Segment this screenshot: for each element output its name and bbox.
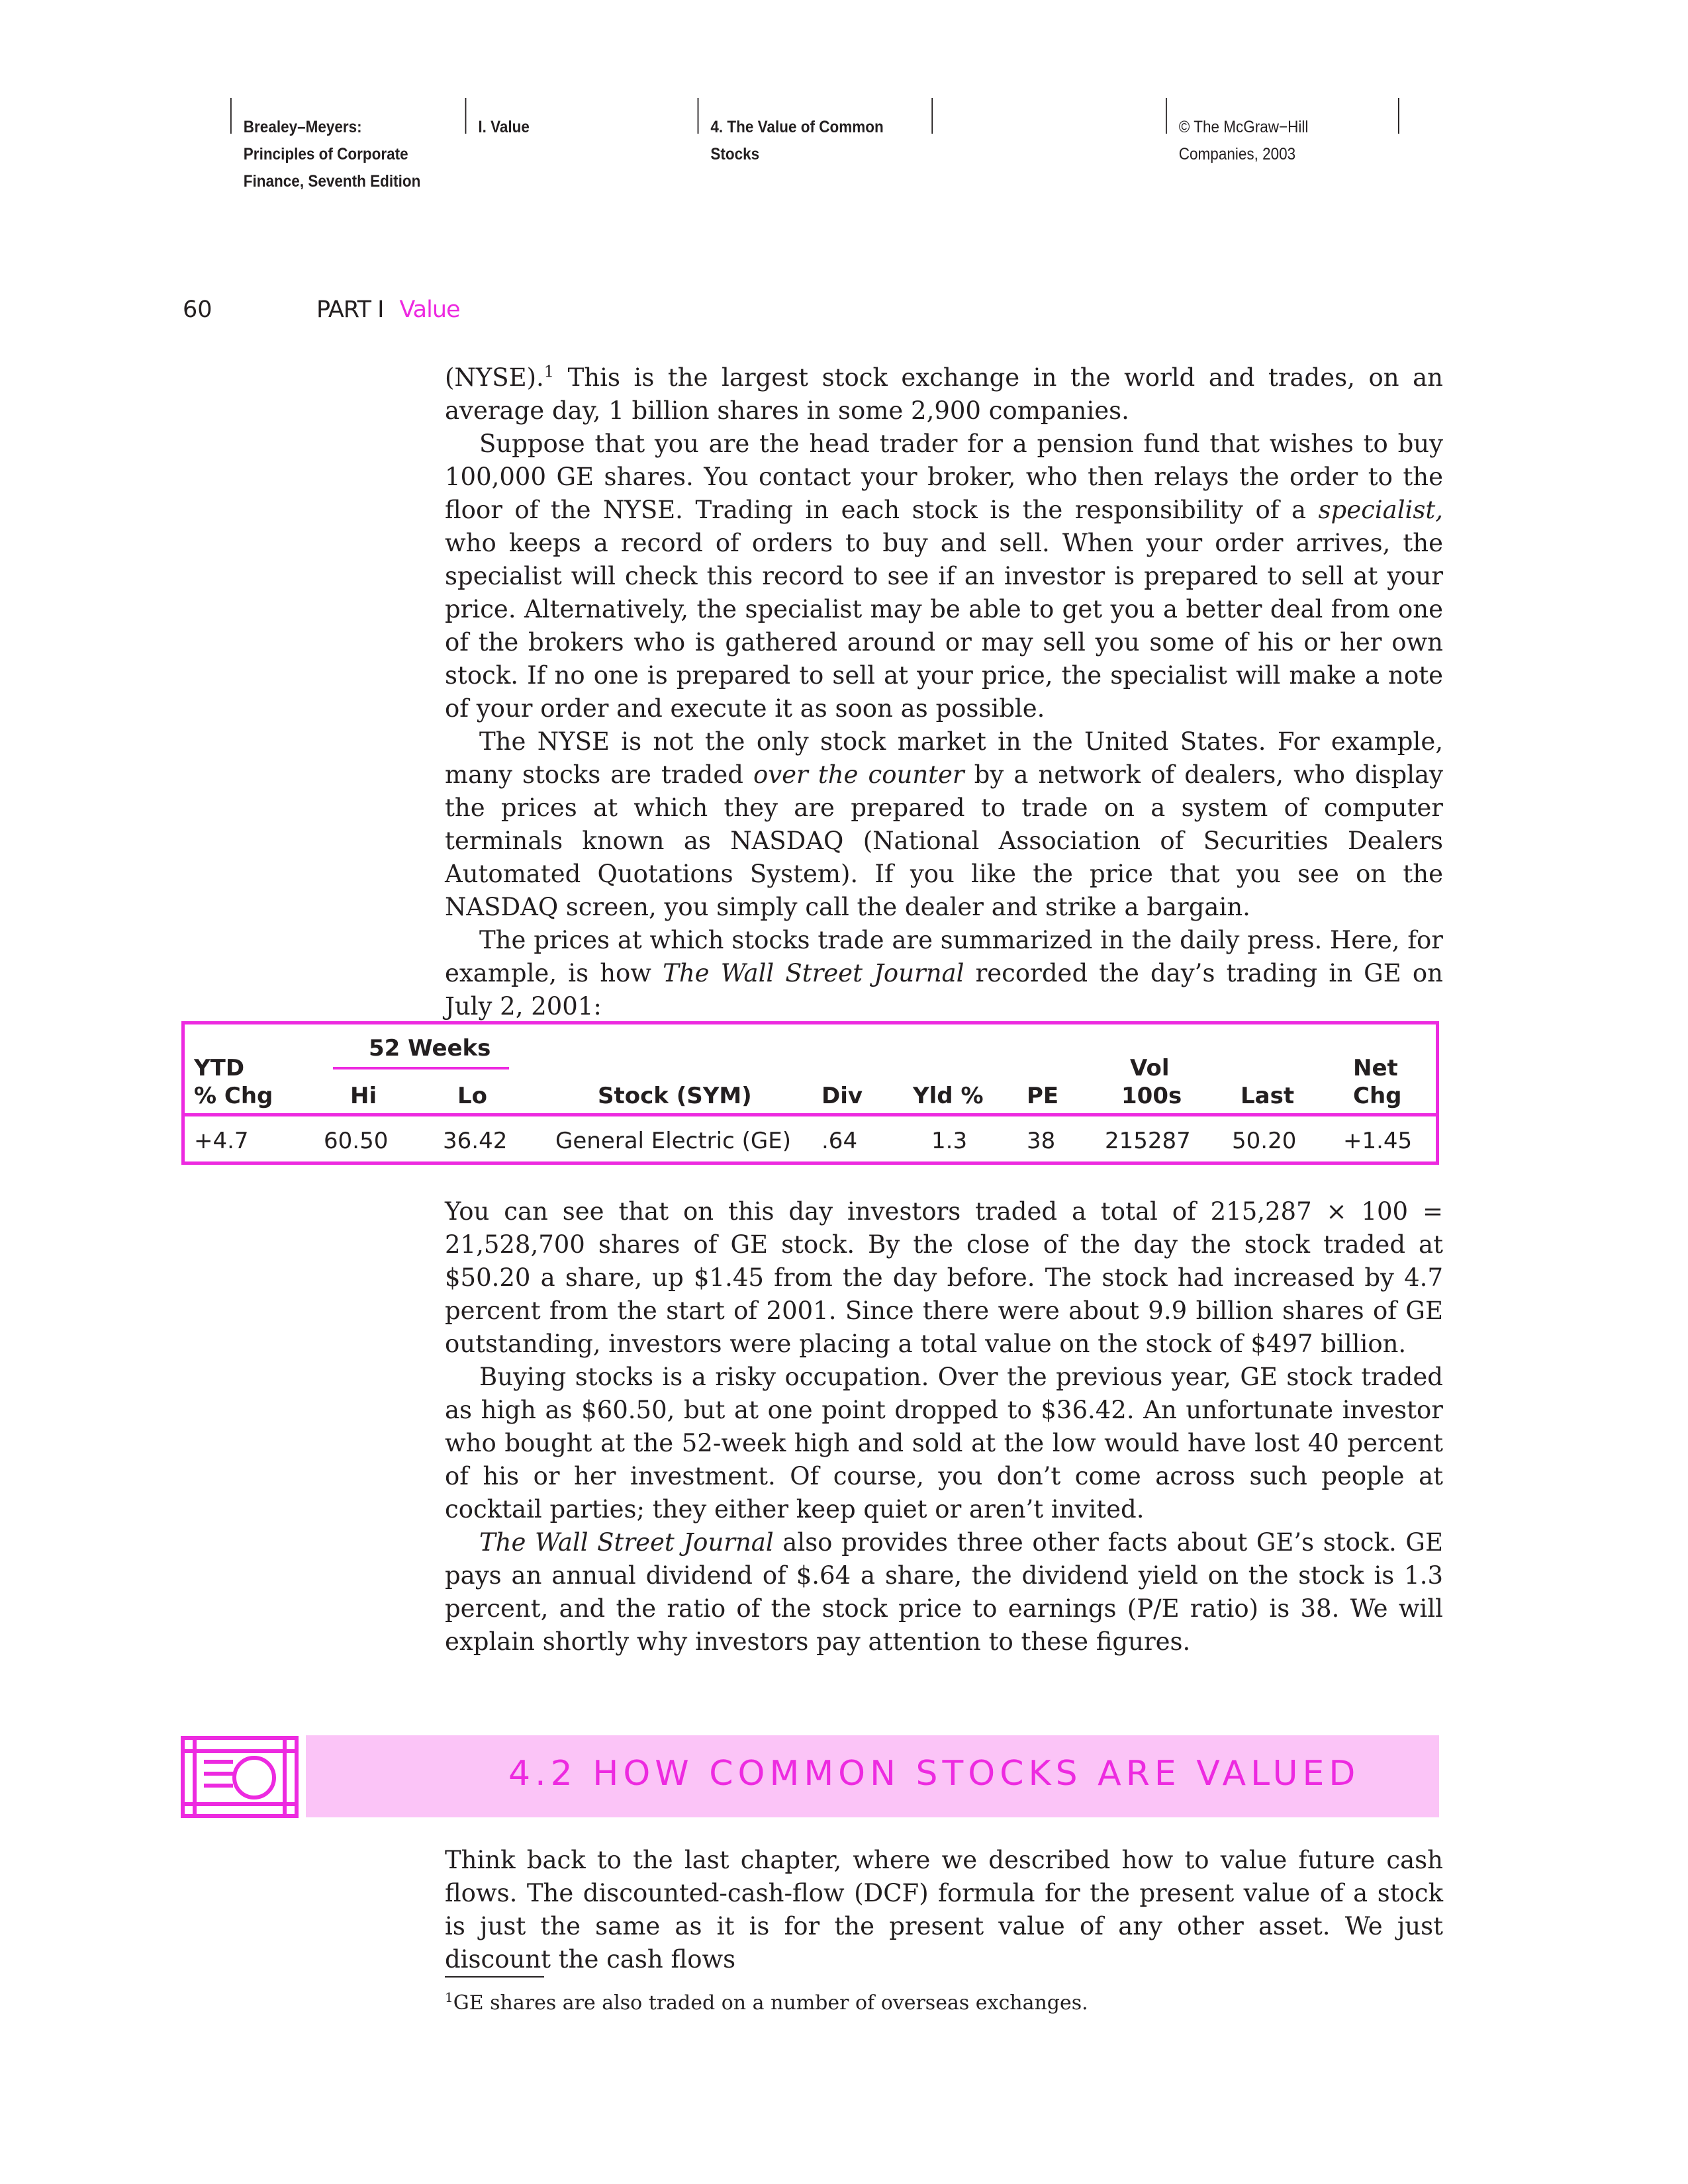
- col-header-net-chg: Chg: [1353, 1083, 1402, 1109]
- paragraph-4: [445, 924, 1443, 1023]
- body-text-top: [445, 361, 1443, 1023]
- header-copyright-year: Companies, 2003: [1178, 145, 1296, 163]
- table-header-rule: [185, 1113, 1436, 1116]
- paragraph-2-b: who keeps a record of orders to buy and sell. When your order arrives, the specialist will check this record to see if an investor is prepared to sell at your price. Alternatively, the specialist may be able to get you a better deal from one of the brokers who is gathered around or may sell you some of his or her own stock. If no one is prepared to sell at your price, the specialist will make a note of your order and execute it as soon as possible.: [445, 529, 1443, 723]
- cell-yld: 1.3: [931, 1128, 968, 1154]
- section-title: [508, 1754, 1360, 1794]
- paragraph-5: You can see that on this day investors traded a total of 215,287 × 100 = 21,528,700 shares of GE stock. By the close of the day the stock traded at $50.20 a share, up $1.45 from the day before. The stock had increased by 4.7 percent from the start of 2001. Since there were about 9.9 billion shares of GE outstanding, investors were placing a total value on the stock of $497 billion.: [445, 1197, 1443, 1358]
- wsj-title-2: The Wall Street Journal: [479, 1528, 774, 1557]
- paragraph-3-a: The NYSE is not the only stock market in the United States. For example, many stocks are traded: [445, 727, 1443, 789]
- col-header-net: Net: [1353, 1055, 1398, 1081]
- header-book-title: Brealey–Meyers:: [243, 118, 362, 136]
- col-header-last: Last: [1241, 1083, 1295, 1109]
- header-book-subtitle: Principles of Corporate: [243, 145, 408, 163]
- footnote-rule: [445, 1976, 544, 1978]
- col-header-ytd: YTD: [194, 1055, 245, 1081]
- page-number: 60: [183, 296, 212, 323]
- paragraph-8: Think back to the last chapter, where we described how to value future cash flows. The discounted-cash-flow (DCF) formula for the present value of a stock is just the same as it is for the present value of any other asset. We just discount the cash flows: [445, 1846, 1443, 1974]
- section-emblem-icon: [180, 1735, 299, 1821]
- section-title-text: HOW COMMON STOCKS ARE VALUED: [592, 1754, 1360, 1794]
- col-header-div: Div: [821, 1083, 863, 1109]
- part-title: Value: [399, 296, 460, 323]
- paragraph-2: [445, 428, 1443, 725]
- section-number: 4.2: [508, 1754, 577, 1794]
- paragraph-1-rest: This is the largest stock exchange in the world and trades, on an average day, 1 billion shares in some 2,900 companies.: [445, 363, 1443, 425]
- header-part-cell: [465, 98, 698, 134]
- paragraph-1-start: (NYSE).: [445, 363, 544, 392]
- paragraph-2-a: Suppose that you are the head trader for a pension fund that wishes to buy 100,000 GE shares. You contact your broker, who then relays the order to the floor of the NYSE. Trading in each stock is the responsibility of a: [445, 430, 1443, 524]
- col-header-vol-100s: 100s: [1121, 1083, 1182, 1109]
- header-copyright-cell: [1166, 98, 1399, 163]
- footnote-marker: 1: [445, 1989, 453, 2005]
- header-chapter-cell: [698, 98, 932, 163]
- stock-quote-table: [181, 1021, 1439, 1165]
- running-header: [230, 98, 1323, 197]
- paragraph-6: Buying stocks is a risky occupation. Over the previous year, GE stock traded as high as $60.50, but at one point dropped to $36.42. An unfortunate investor who bought at the 52-week high and sold at the low would have lost 40 percent of his or her investment. Of course, you don’t come across such people at cocktail parties; they either keep quiet or aren’t invited.: [445, 1363, 1443, 1524]
- part-label: PART I: [316, 296, 384, 323]
- col-group-52-weeks: 52 Weeks: [369, 1035, 491, 1062]
- header-chapter-title: 4. The Value of Common: [710, 118, 884, 136]
- header-empty-cell: [931, 98, 1166, 134]
- cell-net: +1.45: [1343, 1128, 1413, 1154]
- col-header-hi: Hi: [350, 1083, 377, 1109]
- footnote-ref: 1: [543, 362, 555, 381]
- paragraph-4-b: recorded the day’s trading in GE on July 2, 2001:: [445, 959, 1444, 1021]
- cell-vol: 215287: [1105, 1128, 1191, 1154]
- col-header-yld: Yld %: [913, 1083, 984, 1109]
- otc-term: over the counter: [753, 760, 964, 789]
- footnote: [445, 1984, 1088, 2017]
- body-text-bottom: [445, 1844, 1443, 1976]
- cell-stock: General Electric (GE): [555, 1128, 791, 1154]
- col-header-lo: Lo: [457, 1083, 488, 1109]
- header-part: I. Value: [478, 118, 530, 136]
- header-copyright: © The McGraw−Hill: [1178, 118, 1309, 136]
- body-text-middle: [445, 1195, 1443, 1659]
- paragraph-7: [445, 1526, 1443, 1659]
- paragraph-3: [445, 725, 1443, 924]
- col-header-pe: PE: [1027, 1083, 1059, 1109]
- cell-div: .64: [821, 1128, 858, 1154]
- header-book-cell: [230, 98, 465, 191]
- paragraph-7-b: also provides three other facts about GE’s stock. GE pays an annual dividend of $.64 a share, the dividend yield on the stock is 1.3 percent, and the ratio of the stock price to earnings (P/E ratio) is 38. We will explain shortly why investors pay attention to these figures.: [445, 1528, 1443, 1656]
- header-chapter-title-cont: Stocks: [710, 145, 760, 163]
- footnote-text: GE shares are also traded on a number of overseas exchanges.: [453, 1991, 1088, 2015]
- header-book-edition: Finance, Seventh Edition: [243, 172, 421, 191]
- part-heading: [316, 296, 460, 323]
- section-heading: [180, 1735, 1439, 1821]
- cell-lo: 36.42: [443, 1128, 508, 1154]
- paragraph-4-a: The prices at which stocks trade are summarized in the daily press. Here, for example, is how: [445, 926, 1443, 987]
- paragraph-3-b: by a network of dealers, who display the prices at which they are prepared to trade on a system of computer terminals known as NASDAQ (National Association of Securities Dealers Automated Quotations System). If you like the price that you see on the NASDAQ screen, you simply call the dealer and strike a bargain.: [445, 760, 1443, 921]
- col-header-vol: Vol: [1130, 1055, 1170, 1081]
- wsj-title: The Wall Street Journal: [663, 959, 964, 987]
- cell-pe: 38: [1027, 1128, 1056, 1154]
- cell-ytd: +4.7: [194, 1128, 249, 1154]
- col-header-ytd-chg: % Chg: [194, 1083, 273, 1109]
- cell-last: 50.20: [1232, 1128, 1297, 1154]
- cell-hi: 60.50: [324, 1128, 389, 1154]
- group-underline: [333, 1067, 509, 1069]
- col-header-stock: Stock (SYM): [598, 1083, 752, 1109]
- paragraph-1: [445, 361, 1443, 428]
- specialist-term: specialist,: [1318, 496, 1443, 524]
